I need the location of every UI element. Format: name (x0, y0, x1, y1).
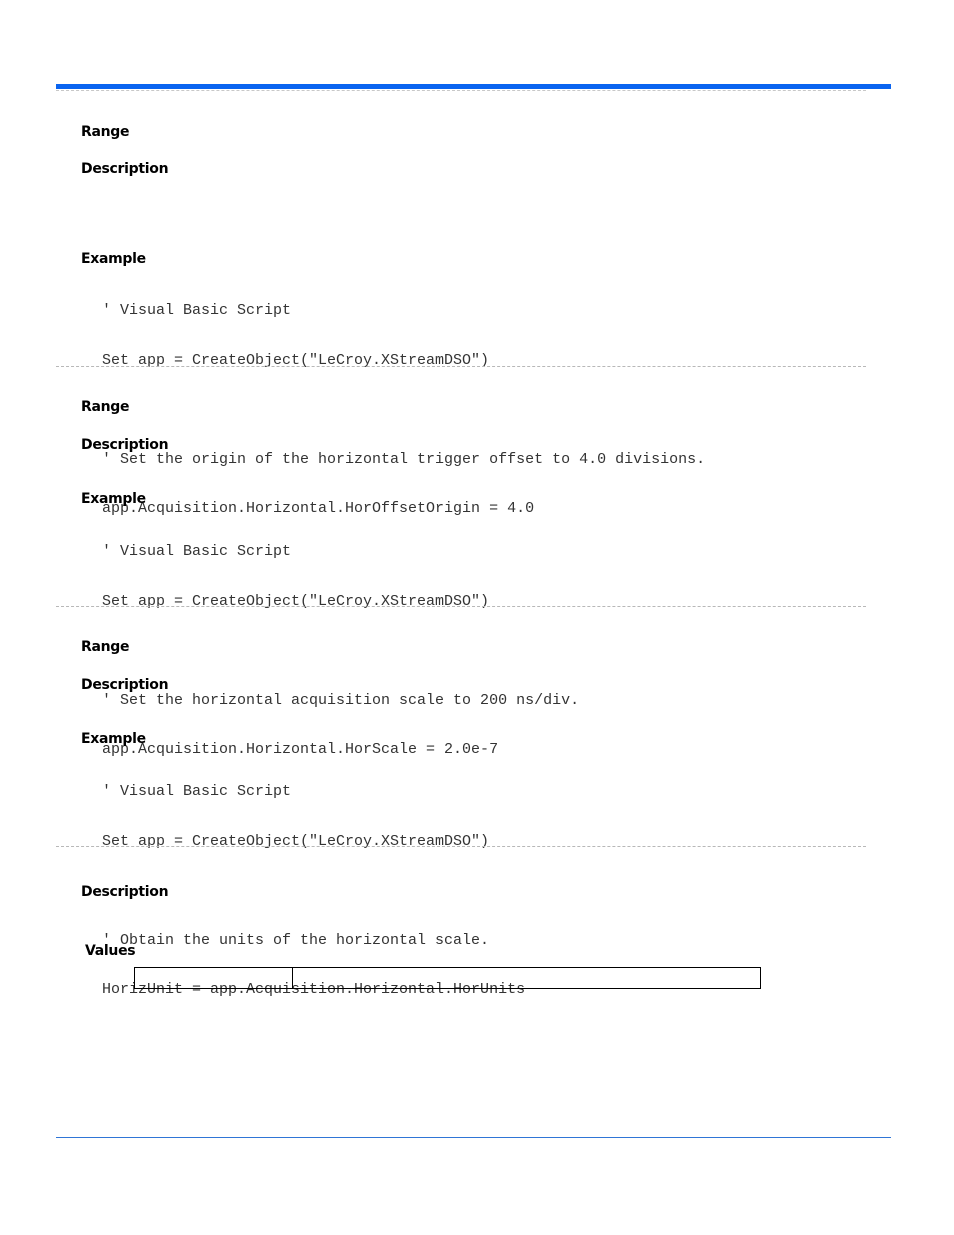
code-line: ' Set the origin of the horizontal trigger offset to 4.0 divisions. (102, 450, 706, 468)
section-separator (56, 606, 866, 607)
table-cell-value (135, 968, 293, 989)
code-line: app.Acquisition.Horizontal.HorScale = 2.0e-7 (102, 741, 499, 758)
code-line: Set app = CreateObject("LeCroy.XStreamDSO") (102, 592, 490, 610)
description-heading: Description (81, 884, 169, 900)
values-table (134, 967, 761, 989)
section-separator (56, 366, 866, 367)
code-line: app.Acquisition.Horizontal.HorOffsetOrigin = 4.0 (102, 500, 535, 517)
code-line: ' Visual Basic Script (102, 302, 292, 319)
code-line (102, 643, 579, 660)
code-line: ' Obtain the units of the horizontal scale. (102, 931, 490, 949)
values-heading: Values (85, 943, 136, 959)
description-heading: Description (81, 437, 169, 453)
range-heading: Range (81, 124, 130, 140)
table-row (135, 968, 761, 989)
section-separator (56, 846, 866, 847)
code-line: ' Set the horizontal acquisition scale to 200 ns/div. (102, 691, 580, 709)
code-line (102, 402, 705, 419)
code-line: ' Visual Basic Script (102, 543, 292, 560)
code-line: HorizUnit = app.Acquisition.Horizontal.HorUnits (102, 981, 526, 998)
code-line: Set app = CreateObject("LeCroy.XStreamDSO") (102, 832, 490, 850)
range-heading: Range (81, 399, 130, 415)
footer-rule (56, 1137, 891, 1138)
header-separator (56, 90, 866, 91)
code-line: Set app = CreateObject("LeCroy.XStreamDSO") (102, 351, 490, 369)
example-heading: Example (81, 731, 146, 747)
example-heading: Example (81, 251, 146, 267)
table-cell-meaning (293, 968, 761, 989)
code-line: ' Visual Basic Script (102, 783, 292, 800)
description-heading: Description (81, 161, 169, 177)
range-heading: Range (81, 639, 130, 655)
code-example (102, 270, 705, 551)
description-heading: Description (81, 677, 169, 693)
header-rule (56, 84, 891, 89)
example-heading: Example (81, 491, 146, 507)
code-example (102, 511, 579, 792)
